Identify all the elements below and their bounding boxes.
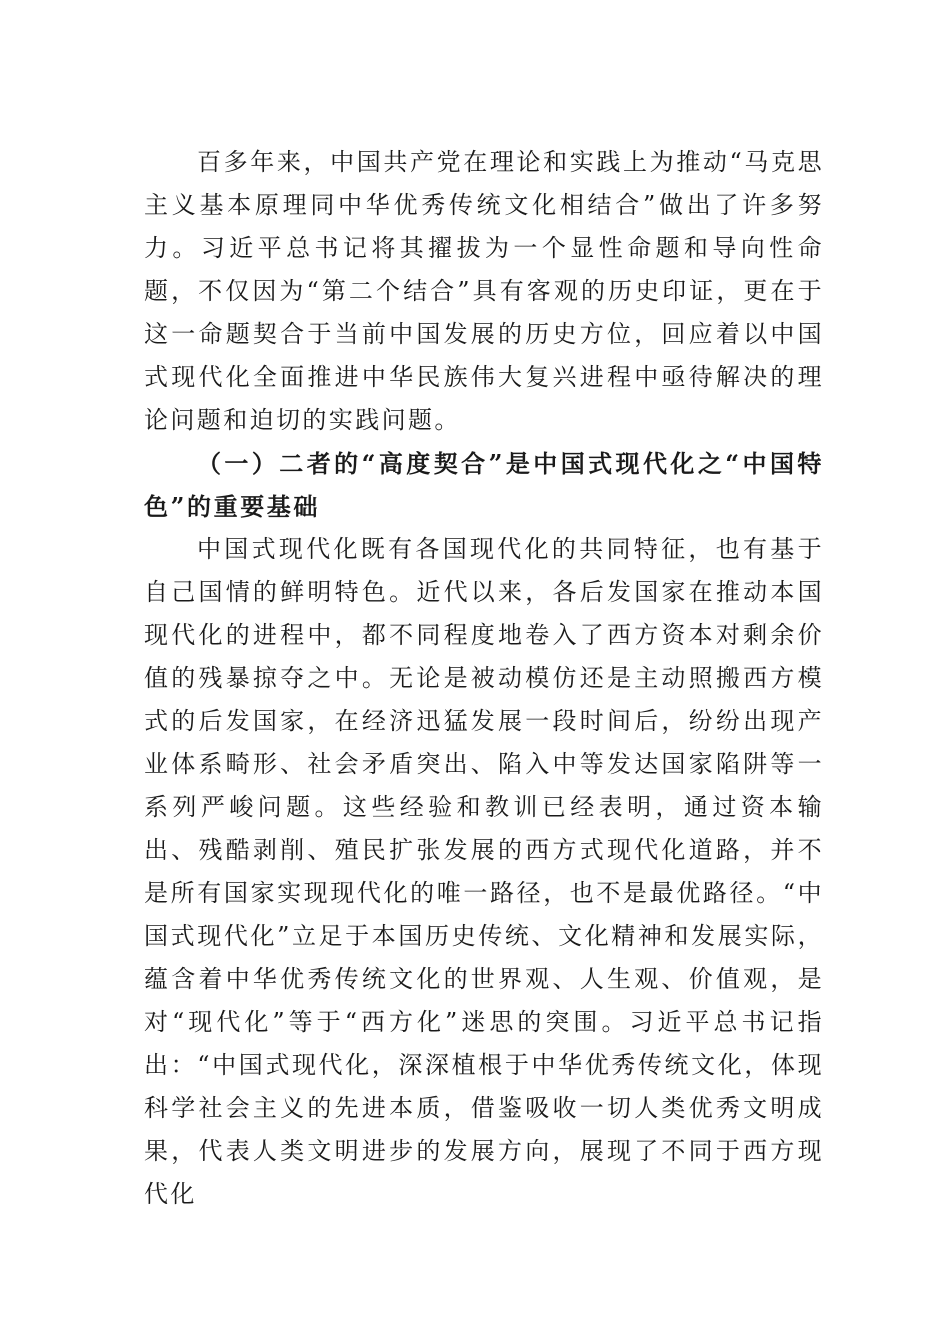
section-heading-1: （一）二者的“高度契合”是中国式现代化之“中国特色”的重要基础: [144, 449, 824, 521]
body-paragraph-1: 百多年来，中国共产党在理论和实践上为推动“马克思主义基本原理同中华优秀传统文化相结合”做出了许多努力。习近平总书记将其擢拔为一个显性命题和导向性命题，不仅因为“第二个结合”具有客观的历史印证，更在于这一命题契合于当前中国发展的历史方位，回应着以中国式现代化全面推进中华民族伟大复兴进程中亟待解决的理论问题和迫切的实践问题。: [144, 148, 824, 434]
document-body: [144, 141, 824, 1216]
body-paragraph-2: 中国式现代化既有各国现代化的共同特征，也有基于自己国情的鲜明特色。近代以来，各后发国家在推动本国现代化的进程中，都不同程度地卷入了西方资本对剩余价值的残暴掠夺之中。无论是被动模仿还是主动照搬西方模式的后发国家，在经济迅猛发展一段时间后，纷纷出现产业体系畸形、社会矛盾突出、陷入中等发达国家陷阱等一系列严峻问题。这些经验和教训已经表明，通过资本输出、残酷剥削、殖民扩张发展的西方式现代化道路，并不是所有国家实现现代化的唯一路径，也不是最优路径。“中国式现代化”立足于本国历史传统、文化精神和发展实际，蕴含着中华优秀传统文化的世界观、人生观、价值观，是对“现代化”等于“西方化”迷思的突围。习近平总书记指出：“中国式现代化，深深植根于中华优秀传统文化，体现科学社会主义的先进本质，借鉴吸收一切人类优秀文明成果，代表人类文明进步的发展方向，展现了不同于西方现代化: [144, 535, 824, 1208]
